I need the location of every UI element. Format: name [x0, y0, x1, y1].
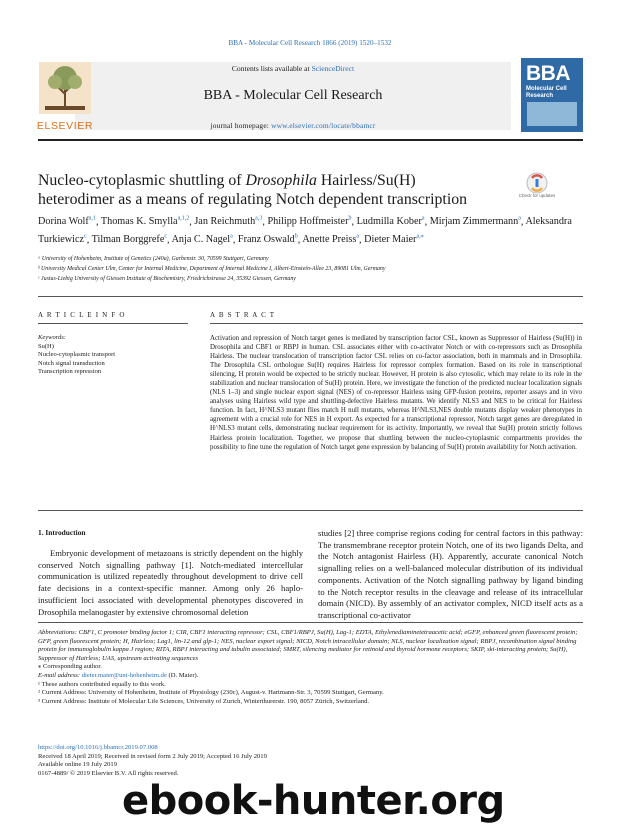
- keywords-block: [38, 334, 173, 377]
- author-list: Dorina Wolf$^{a,1}$, Thomas K. Smylla$^{a,1,2}$, Jan Reichmuth$^{a,3}$, Philipp Hoffmeister$^b$, Ludmilla Kober$^a$, Mirjam Zimmermann$^a$, Aleksandra Turkiewicz$^c$, Tilman Borggrefe$^c$, Anja C. Nagel$^a$, Franz Oswald$^b$, Anette Preiss$^a$, Dieter Maier$^{a,⁎}$: [38, 216, 572, 246]
- author-name: Dieter Maier$^{a,⁎}$: [364, 233, 424, 246]
- article-title: [38, 171, 493, 209]
- check-updates-label: Check for updates: [518, 193, 556, 198]
- email-line: [38, 672, 583, 681]
- title-part-2: Hairless/Su(H) heterodimer as a means of regulating Notch dependent transcription: [38, 172, 467, 208]
- keyword: Notch signal transduction: [38, 359, 105, 367]
- article-info-heading: A R T I C L E I N F O: [38, 311, 126, 319]
- author-name: Aleksandra Turkiewicz$^c$: [38, 216, 572, 246]
- author-affiliation-marker[interactable]: c: [164, 233, 168, 240]
- affiliation-a: ᵃ University of Hohenheim, Institute of Genetics (240a), Garbenstr. 30, 70599 Stuttgart, Germany: [38, 256, 269, 262]
- title-italic: Drosophila: [245, 172, 317, 189]
- homepage-line: [75, 121, 511, 130]
- author-affiliation-marker[interactable]: a,⁎: [416, 233, 424, 240]
- check-updates-icon: [522, 172, 552, 194]
- journal-cover: [521, 58, 583, 132]
- author-name: Tilman Borggrefe$^c$: [91, 233, 168, 246]
- received-dates: Received 18 April 2019; Received in revised form 2 July 2019; Accepted 16 July 2019: [38, 752, 267, 760]
- intro-column-1: Embryonic development of metazoans is strictly dependent on the highly conserved Notch signalling pathway [1]. Notch-mediated intercellular communication is utilized repeatedly throughout development to drive cell fate decisions in a context-specific manner. Among only 26 haplo-insufficient loci associated with developmental phenotypes discovered in Drosophila melanogaster by extensive chromosomal deletion: [38, 548, 303, 617]
- author-affiliation-marker[interactable]: b: [348, 216, 352, 222]
- journal-title: BBA - Molecular Cell Research: [203, 88, 383, 103]
- keyword: Su(H): [38, 342, 54, 350]
- author-name: Thomas K. Smylla$^{a,1,2}$: [100, 216, 190, 228]
- keyword: Nucleo-cytoplasmic transport: [38, 351, 116, 358]
- corresponding-author-note: ⁎ Corresponding author.: [38, 663, 102, 671]
- footnote-2: ² Current Address: University of Hohenheim, Institute of Physiology (230c), August-v. Hartmann-Str. 3, 70599 Stuttgart, Germany.: [38, 689, 384, 697]
- affiliations-rule: [38, 296, 583, 297]
- author-affiliation-marker[interactable]: a: [518, 216, 521, 222]
- author-affiliation-marker[interactable]: a: [421, 216, 425, 222]
- keywords-label: Keywords:: [38, 334, 66, 341]
- abstract-text: Activation and repression of Notch target genes is mediated by transcription factor CSL, known as Suppressor of Hairless (Su(H)) in Drosophila and CBF1 or RBPJ in human. CSL associates either with co-activator Notch or with co-repressors such as Drosophila Hairless. The nuclear translocation of transcription factor CSL relies on co-factor association, both in mammals and in Drosophila. The Drosophila CSL orthologue Su(H) requires Hairless for repressor complex formation. Based on its role in transcriptional silencing, H protein would be expected to be strictly nuclear. However, H protein is also cytosolic, which may relate to its role in the stabilization and nuclear translocation of Su(H) protein. Here, we investigate the function of the predicted nuclear localization signals (NLS 1–3) and single nuclear export signal (NES) of co-repressor Hairless using GFP-fusion proteins, reporter assays and in vivo analyses using Hairless wild type and shuttling-defective Hairless mutants. We identify NLS3 and NES to be critical for Hairless function. In fact, H^NLS3 mutant flies match H null mutants, whereas H^NLS3,NES double mutants display weaker phenotypes in agreement with a crucial role for NES in H export. As expected for a transcriptional repressor, Notch target genes are deregulated in H^NLS3 mutant cells, demonstrating nuclear requirement for its activity. Importantly, we reveal that Su(H) protein strictly follows Hairless protein localization. Together, we propose that shuttling between the nucleo-cytoplasmic compartments provides the possibility to fine tune the regulation of Notch target gene expression by balancing of Su(H) protein availability for Notch activation.: [210, 335, 582, 451]
- section-heading-introduction: 1. Introduction: [38, 528, 86, 537]
- author-affiliation-marker[interactable]: c: [84, 233, 87, 240]
- email-label: E-mail address:: [38, 671, 82, 679]
- author-affiliation-marker[interactable]: a: [230, 233, 233, 240]
- author-name: Philipp Hoffmeister$^b$: [267, 216, 352, 228]
- author-name: Dorina Wolf$^{a,1}$: [38, 216, 96, 228]
- intro-column-2: studies [2] three comprise regions coding for central factors in this pathway: The transmembrane receptor protein Notch, one of its two ligands Delta, and the Notch antagonist Hairless (H). Apparently, accurate canonical Notch signalling relies on a well-balanced molecular distribution of its individual components. Activation of the Notch signalling pathway by ligand binding to the Notch receptor results in the cleavage and release of its intracellular domain (NICD). By assembly of an activator complex, NICD itself acts as a transcriptional co-activator: [318, 528, 583, 620]
- author-affiliation-marker[interactable]: a,1,2: [177, 216, 190, 222]
- author-affiliation-marker[interactable]: a,3: [255, 216, 263, 222]
- article-info-rule: [38, 323, 188, 324]
- homepage-prefix: journal homepage:: [210, 121, 272, 130]
- journal-citation[interactable]: BBA - Molecular Cell Research 1866 (2019) 1520–1532: [228, 39, 392, 47]
- abstract-rule: [210, 323, 583, 324]
- abstract-heading: A B S T R A C T: [210, 311, 276, 319]
- author-name: Jan Reichmuth$^{a,3}$: [194, 216, 263, 228]
- author-affiliation-marker[interactable]: a,1: [88, 216, 96, 222]
- contents-line: [75, 64, 511, 73]
- author-name: Franz Oswald$^b$: [237, 233, 298, 246]
- homepage-link[interactable]: www.elsevier.com/locate/bbamcr: [271, 121, 376, 130]
- copyright: 0167-4889/ © 2019 Elsevier B.V. All rights reserved.: [38, 769, 179, 777]
- cover-subtitle: Molecular Cell Research: [526, 86, 567, 99]
- cover-title: BBA: [526, 62, 570, 85]
- author-affiliation-marker[interactable]: b: [294, 233, 298, 240]
- keyword: Transcription repression: [38, 368, 102, 375]
- author-affiliation-marker[interactable]: a: [356, 233, 360, 240]
- email-link[interactable]: dieter.maier@uni-hohenheim.de: [81, 671, 167, 679]
- affiliation-b: ᵇ University Medical Center Ulm, Center for Internal Medicine, Department of Internal Medicine I, Albert-Einstein-Allee 23, 89081 Ulm, Germany: [38, 266, 386, 272]
- affiliation-c: ᶜ Justus-Liebig University of Giessen Institute of Biochemistry, Friedrichstrasse 24, 35392 Giessen, Germany: [38, 276, 296, 282]
- header-rule: [38, 139, 583, 141]
- abstract-bottom-rule: [38, 510, 583, 511]
- author-name: Anette Preiss$^a$: [302, 233, 360, 246]
- footnote-1: ¹ These authors contributed equally to this work.: [38, 680, 166, 688]
- footnote-3: ³ Current Address: Institute of Molecular Life Sciences, University of Zurich, Winterthurerstr. 190, 8057 Zürich, Switzerland.: [38, 697, 370, 705]
- footnotes: [38, 629, 583, 706]
- author-name: Ludmilla Kober$^a$: [356, 216, 425, 228]
- email-suffix: (D. Maier).: [166, 671, 199, 679]
- doi-link[interactable]: https://doi.org/10.1016/j.bbamcr.2019.07.008: [38, 744, 158, 751]
- contents-prefix: Contents lists available at: [231, 64, 312, 73]
- footnote-rule: [38, 622, 583, 623]
- publication-footer: [38, 744, 438, 778]
- author-name: Mirjam Zimmermann$^a$: [429, 216, 521, 228]
- elsevier-wordmark: ELSEVIER: [36, 120, 94, 132]
- cover-image: [527, 102, 577, 126]
- title-part-1: Nucleo-cytoplasmic shuttling of: [38, 172, 246, 189]
- sciencedirect-link[interactable]: ScienceDirect: [311, 64, 355, 73]
- author-name: Anja C. Nagel$^a$: [171, 233, 233, 246]
- watermark: ebook-hunter.org: [122, 778, 505, 824]
- online-date: Available online 19 July 2019: [38, 761, 117, 769]
- abbreviations: Abbreviations: CBF1, C promoter binding factor 1; CIR, CBF1 interacting repressor; CSL, CBF1/RBPJ, Su(H), Lag-1; EDTA, Ethylenediaminetetraacetic acid; eGFP, enhanced green fluorescent protein; GFP, green fluorescent protein; H, Hairless; Lag1, lin-12 and glp-1; NES, nuclear export signal; NICD, Notch intracellular domain; NLS, nuclear localization signal; RBPJ, recombination signal binding protein for immunoglobulin kappa J region; RITA, RBPJ interacting and tubulin associated; SMRT, silencing mediator for retinoid and thyroid hormone receptors; SKIP, ski-interacting protein; Su(H), Suppressor of Hairless; UAS, upstream activating sequences: [38, 629, 578, 662]
